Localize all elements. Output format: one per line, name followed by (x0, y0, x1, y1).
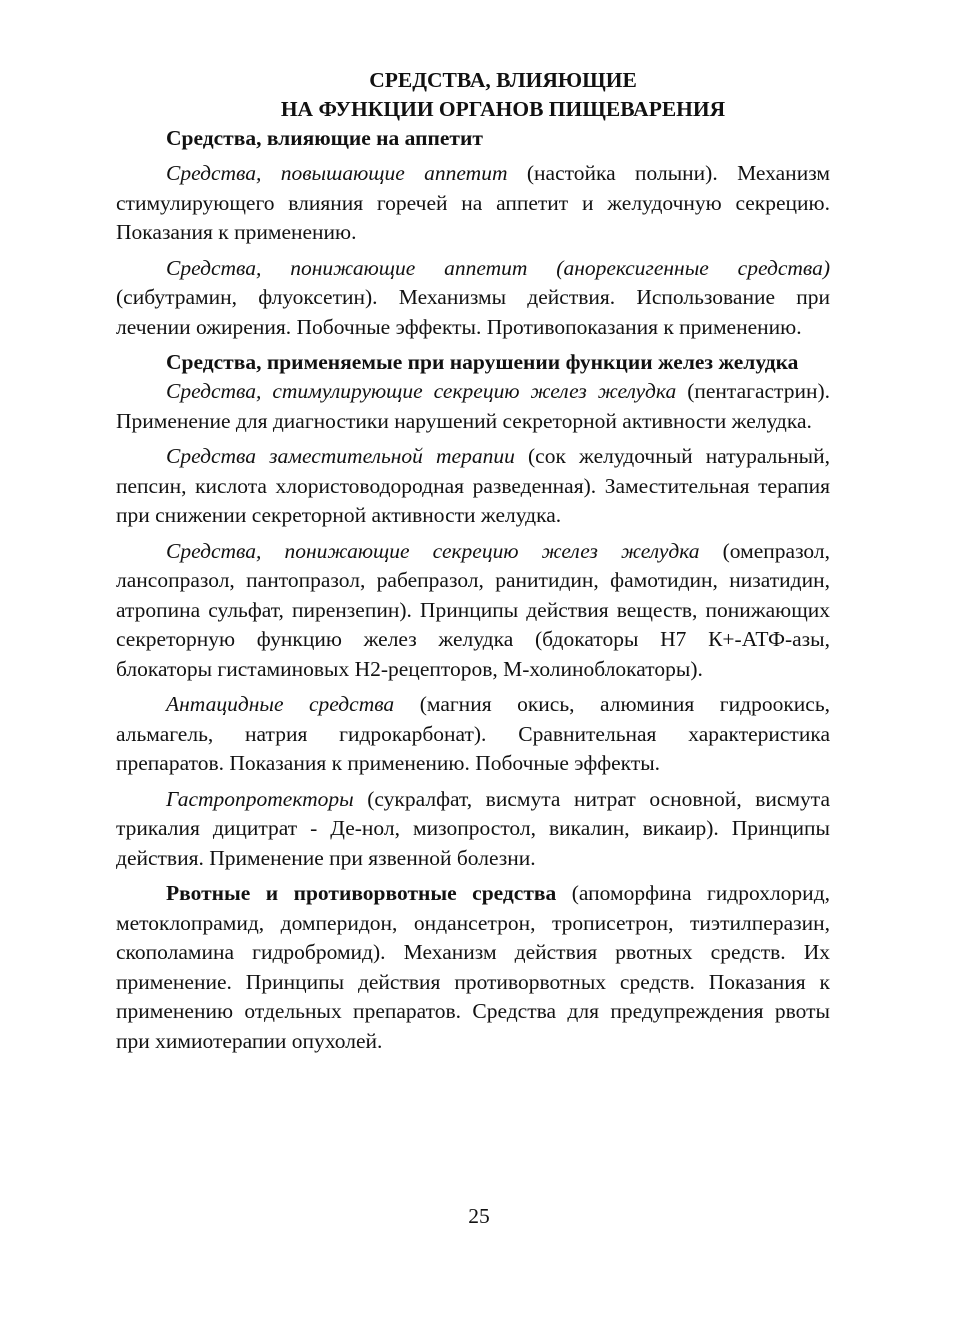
paragraph-term: Средства, понижающие секрецию желез желудка (166, 538, 700, 563)
chapter-title-line-2: НА ФУНКЦИИ ОРГАНОВ ПИЩЕВАРЕНИЯ (280, 97, 726, 121)
paragraph-appetite-decreasing (116, 254, 830, 343)
paragraph-text: (сукралфат, висмута нитрат основной, висмута трикалия дицитрат - Де-нол, мизопростол, викалин, викаир). Принципы действия. Применение при язвенной болезни. (116, 786, 830, 870)
paragraph-text: (омепразол, лансопразол, пантопразол, рабепразол, ранитидин, фамотидин, низатидин, атропина сульфат, пирензепин). Принципы действия веществ, понижающих секреторную функцию желез желудка (бдокаторы Н7 К+-АТФ-азы, блокаторы гистаминовых Н2-рецепторов, М-холиноблокаторы). (116, 538, 831, 681)
paragraph-gastroprotectors (116, 785, 830, 874)
paragraph-bold-term: Рвотные и противорвотные средства (166, 881, 557, 905)
page-number: 25 (468, 1204, 490, 1228)
paragraph-appetite-increasing (116, 159, 830, 248)
paragraph-text: (сок желудочный натуральный, пепсин, кислота хлористоводородная разведенная). Заместительная терапия при снижении секреторной активности желудка. (116, 444, 830, 527)
paragraph-term: Средства, стимулирующие секрецию желез желудка (166, 379, 677, 403)
paragraph-term: Гастропротекторы (166, 786, 354, 811)
paragraph-term: Средства, понижающие аппетит (анорексигенные средства) (166, 255, 830, 280)
paragraph-text: (апоморфина гидрохлорид, метоклопрамид, домперидон, ондансетрон, трописетрон, тиэтилперазин, скополамина гидробромид). Механизм действия рвотных средств. Их применение. Принципы действия противорвотных средств. Показания к применению отдельных препаратов. Средства для предупреждения рвоты при химиотерапии опухолей. (116, 881, 831, 1053)
paragraph-text: (пентагастрин). Применение для диагностики нарушений секреторной активности желудка. (116, 379, 830, 433)
paragraph-emetics (116, 879, 830, 1056)
chapter-title-line-1: СРЕДСТВА, ВЛИЯЮЩИЕ (369, 68, 637, 92)
paragraph-gastric-replacement (116, 442, 830, 531)
paragraph-text: (магния окись, алюминия гидроокись, альмагель, натрия гидрокарбонат). Сравнительная характеристика препаратов. Показания к применению. Побочные эффекты. (116, 692, 830, 775)
paragraph-antacids (116, 690, 830, 779)
paragraph-gastric-stimulating (116, 377, 830, 436)
section-heading-gastric: Средства, применяемые при нарушении функции желез желудка (166, 350, 799, 374)
paragraph-term: Средства, повышающие аппетит (166, 161, 508, 185)
paragraph-term: Средства заместительной терапии (166, 444, 515, 468)
section-heading-appetite: Средства, влияющие на аппетит (166, 126, 483, 150)
paragraph-text: (настойка полыни). Механизм стимулирующего влияния горечей на аппетит и желудочную секрецию. Показания к применению. (116, 161, 830, 244)
paragraph-text: (сибутрамин, флуоксетин). Механизмы действия. Использование при лечении ожирения. Побочные эффекты. Противопоказания к применению. (116, 285, 830, 339)
page-content (116, 66, 830, 1056)
paragraph-gastric-reducing (116, 537, 830, 685)
chapter-title (116, 66, 830, 124)
paragraph-term: Антацидные средства (166, 692, 395, 716)
